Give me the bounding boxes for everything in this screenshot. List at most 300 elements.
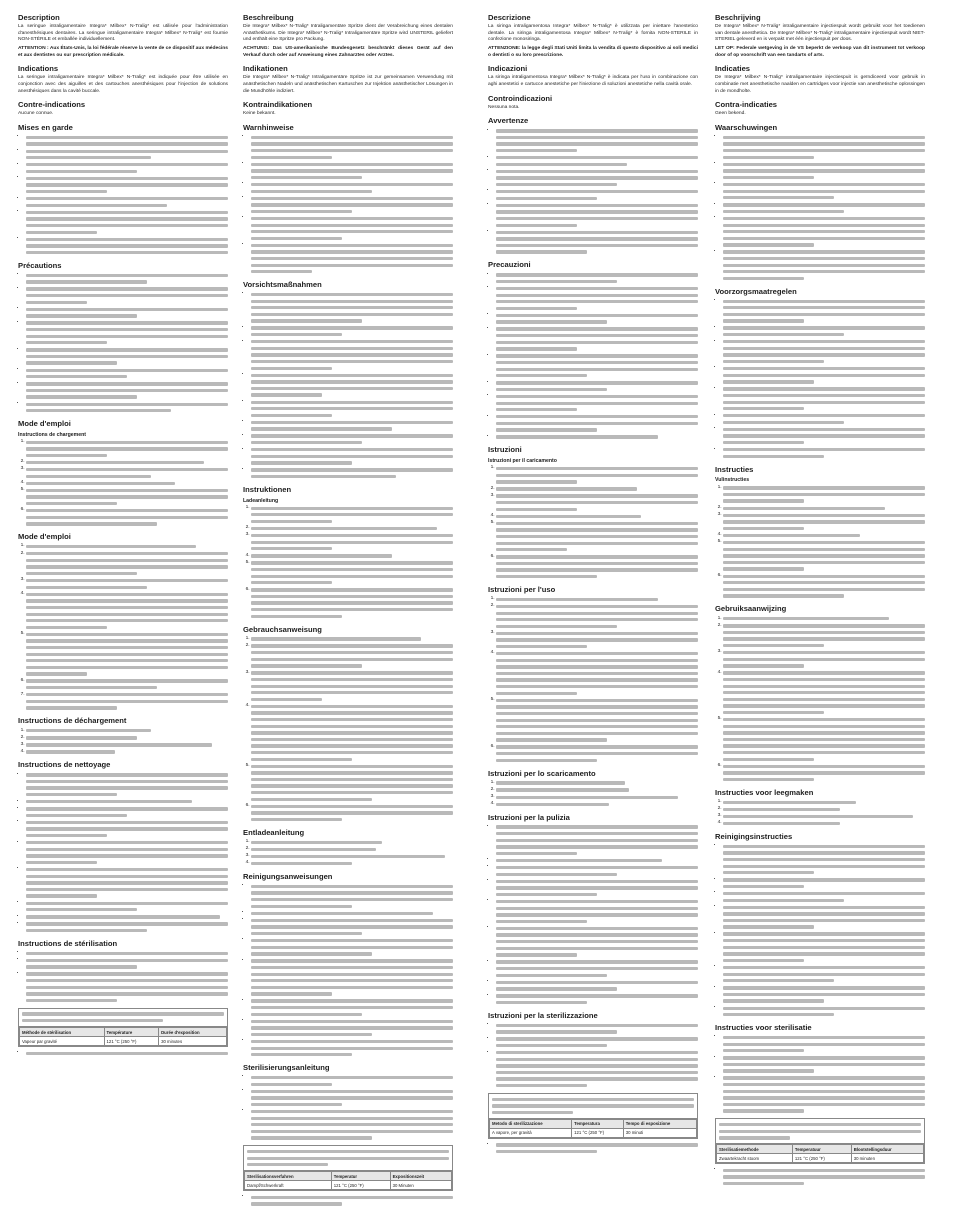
illegible-text-line <box>251 269 453 276</box>
illegible-text-line <box>496 932 698 939</box>
illegible-text-line <box>496 744 698 751</box>
illegible-text-line <box>496 373 698 380</box>
illegible-text-line <box>496 1082 698 1089</box>
illegible-text-line <box>723 134 925 141</box>
illegible-text-line <box>723 345 925 352</box>
illegible-text-bar <box>723 851 925 854</box>
illegible-text-bar <box>496 678 698 681</box>
illegible-text-bar <box>26 780 228 783</box>
illegible-text-line <box>26 664 228 671</box>
illegible-text-bar <box>496 480 577 483</box>
illegible-text-line <box>26 521 228 528</box>
numbered-list <box>488 780 698 808</box>
illegible-text-bar <box>492 1111 573 1114</box>
list-item <box>251 763 453 803</box>
illegible-text-bar <box>26 509 228 512</box>
illegible-text-bar <box>496 685 698 688</box>
illegible-text-line <box>26 778 228 785</box>
list-item <box>26 921 228 934</box>
illegible-text-bar <box>496 327 698 330</box>
illegible-text-bar <box>251 434 453 437</box>
illegible-text-line <box>26 466 228 473</box>
illegible-text-bar <box>723 624 925 627</box>
illegible-text-line <box>26 705 228 712</box>
illegible-text-line <box>251 710 453 717</box>
illegible-text-bar <box>26 516 228 519</box>
table-header-row <box>490 1119 697 1128</box>
illegible-text-bar <box>26 382 228 385</box>
illegible-text-line <box>251 460 453 467</box>
illegible-text-bar <box>723 845 925 848</box>
illegible-text-bar <box>492 1098 694 1101</box>
section-heading: Indikationen <box>243 64 288 74</box>
illegible-text-bar <box>247 1150 449 1153</box>
illegible-text-line <box>251 147 453 154</box>
illegible-text-bar <box>723 744 925 747</box>
list-item <box>723 649 925 669</box>
illegible-text-line <box>26 196 228 203</box>
illegible-text-line <box>26 900 228 907</box>
illegible-text-line <box>496 979 698 986</box>
illegible-text-line <box>251 924 453 931</box>
illegible-text-bar <box>496 920 587 923</box>
illegible-text-line <box>26 408 228 415</box>
bullet-list <box>243 134 453 275</box>
illegible-text-line <box>723 532 925 539</box>
illegible-text-bar <box>251 1096 453 1099</box>
illegible-text-line <box>496 857 698 864</box>
illegible-text-bar <box>26 841 228 844</box>
sterilization-table-box <box>18 1008 228 1047</box>
illegible-text-line <box>251 1025 453 1032</box>
illegible-text-line <box>723 406 925 413</box>
illegible-text-line <box>496 249 698 256</box>
illegible-text-bar <box>251 441 362 444</box>
illegible-text-bar <box>723 718 925 721</box>
list-item <box>251 291 453 324</box>
illegible-text-line <box>251 168 453 175</box>
illegible-text-bar <box>496 1058 698 1061</box>
illegible-text-bar <box>251 237 342 240</box>
illegible-text-line <box>723 325 925 332</box>
illegible-text-line <box>723 413 925 420</box>
illegible-text-bar <box>496 231 698 234</box>
illegible-text-line <box>496 506 698 513</box>
illegible-text-bar <box>251 142 453 145</box>
illegible-text-line <box>26 840 228 847</box>
table-cell: Dampf/Schwerkraft <box>245 1181 332 1190</box>
sterilization-table <box>244 1171 452 1190</box>
illegible-text-line <box>496 339 698 346</box>
illegible-text-bar <box>723 999 824 1002</box>
illegible-text-line <box>723 883 925 890</box>
illegible-text-bar <box>496 598 658 601</box>
illegible-text-line <box>251 255 453 262</box>
list-item <box>496 1142 698 1155</box>
illegible-text-bar <box>496 725 698 728</box>
illegible-text-line <box>723 917 925 924</box>
paragraph: Keine bekannt. <box>243 111 276 117</box>
illegible-text-line <box>251 600 453 607</box>
illegible-text-bar <box>251 744 453 747</box>
list-item <box>496 513 698 520</box>
list-item <box>251 215 453 241</box>
illegible-text-bar <box>26 475 151 478</box>
illegible-text-line <box>723 629 925 636</box>
illegible-text-bar <box>496 960 698 963</box>
illegible-text-line <box>496 603 698 610</box>
illegible-text-bar <box>251 313 453 316</box>
list-item <box>26 742 228 749</box>
illegible-text-bar <box>26 929 147 932</box>
illegible-text-line <box>496 1056 698 1063</box>
illegible-text-bar <box>26 613 228 616</box>
illegible-text-line <box>496 547 698 554</box>
illegible-text-line <box>26 866 228 873</box>
list-item <box>496 697 698 743</box>
illegible-text-line <box>251 358 453 365</box>
list-item <box>26 749 228 756</box>
illegible-text-bar <box>719 1130 921 1133</box>
bullet-list <box>18 772 228 934</box>
list-item <box>496 520 698 553</box>
table-row <box>20 1037 227 1046</box>
illegible-text-bar <box>723 731 925 734</box>
illegible-text-line <box>251 518 453 525</box>
illegible-text-bar <box>251 691 453 694</box>
list-item <box>496 878 698 898</box>
bullet-list <box>715 134 925 282</box>
illegible-text-bar <box>496 307 577 310</box>
list-item <box>251 195 453 215</box>
illegible-text-line <box>723 485 925 492</box>
illegible-text-line <box>26 452 228 459</box>
illegible-text-line <box>251 426 453 433</box>
illegible-text-bar <box>723 678 925 681</box>
illegible-text-line <box>251 1201 453 1207</box>
illegible-text-line <box>496 993 698 1000</box>
illegible-text-bar <box>26 163 228 166</box>
list-item <box>251 467 453 480</box>
illegible-text-bar <box>251 427 392 430</box>
illegible-text-line <box>496 664 698 671</box>
illegible-text-line <box>26 812 228 819</box>
bullet-list <box>488 1142 698 1155</box>
illegible-text-line <box>723 392 925 399</box>
illegible-text-bar <box>723 217 925 220</box>
illegible-text-bar <box>251 203 453 206</box>
illegible-text-bar <box>251 855 445 858</box>
illegible-text-bar <box>723 520 925 523</box>
illegible-text-bar <box>251 671 453 674</box>
illegible-text-line <box>26 182 228 189</box>
illegible-text-bar <box>26 211 228 214</box>
illegible-text-bar <box>723 183 925 186</box>
sterilization-note <box>244 1146 452 1171</box>
illegible-text-bar <box>496 692 577 695</box>
illegible-text-bar <box>496 314 698 317</box>
illegible-text-line <box>26 977 228 984</box>
illegible-text-bar <box>26 441 228 444</box>
illegible-text-line <box>496 952 698 959</box>
section-heading: Istruzioni per la sterilizzazione <box>488 1010 598 1020</box>
illegible-text-line <box>251 1011 453 1018</box>
illegible-text-line <box>496 407 698 414</box>
illegible-text-line <box>496 188 698 195</box>
illegible-text-bar <box>496 719 698 722</box>
illegible-text-line <box>723 856 925 863</box>
table-cell: 30 minutes <box>159 1037 227 1046</box>
illegible-text-bar <box>496 334 698 337</box>
section-heading: Contra-indicaties <box>715 100 778 110</box>
illegible-text-bar <box>496 987 617 990</box>
illegible-text-line <box>496 965 698 972</box>
illegible-text-line <box>251 816 453 823</box>
list-item <box>26 466 228 479</box>
illegible-text-line <box>723 181 925 188</box>
illegible-text-bar <box>496 170 698 173</box>
illegible-text-line <box>723 305 925 312</box>
illegible-text-bar <box>723 765 925 768</box>
list-item <box>723 931 925 964</box>
illegible-text-line <box>251 174 453 181</box>
illegible-text-bar <box>251 952 372 955</box>
illegible-text-bar <box>496 967 698 970</box>
illegible-text-bar <box>496 1150 597 1153</box>
illegible-text-bar <box>26 341 107 344</box>
illegible-text-bar <box>251 1020 453 1023</box>
illegible-text-line <box>251 1038 453 1045</box>
illegible-text-bar <box>496 974 607 977</box>
list-item <box>723 985 925 1005</box>
illegible-text-line <box>26 279 228 286</box>
illegible-text-bar <box>496 250 587 253</box>
list-item <box>496 744 698 764</box>
illegible-text-bar <box>496 1084 587 1087</box>
illegible-text-bar <box>251 932 362 935</box>
list-item <box>496 603 698 629</box>
illegible-text-line <box>496 864 698 871</box>
paragraph: De Integra* Milbex* N-Tralig* intraligamentaire injectiespuit is geïndiceerd voor gebruik in combinatie met anesthetische naalden en cartridges voor injectie van anesthetische oplossingen in de mondholte. <box>715 75 925 94</box>
illegible-text-line <box>723 985 925 992</box>
illegible-text-bar <box>723 541 925 544</box>
illegible-text-bar <box>26 965 137 968</box>
list-item <box>723 215 925 248</box>
section-heading: Mode d'emploi <box>18 419 71 429</box>
illegible-text-line <box>723 716 925 723</box>
list-item <box>251 447 453 467</box>
list-item <box>496 925 698 958</box>
illegible-text-bar <box>251 818 342 821</box>
illegible-text-bar <box>723 237 925 240</box>
section-heading: Instruktionen <box>243 485 292 495</box>
illegible-text-bar <box>496 745 698 748</box>
illegible-text-bar <box>26 280 147 283</box>
illegible-text-bar <box>251 257 453 260</box>
illegible-text-bar <box>251 250 453 253</box>
illegible-text-bar <box>496 176 698 179</box>
list-item <box>251 917 453 937</box>
illegible-text-bar <box>496 927 698 930</box>
illegible-text-line <box>496 891 698 898</box>
illegible-text-line <box>251 663 453 670</box>
illegible-text-bar <box>496 705 698 708</box>
table-cell: 30 minuten <box>851 1154 923 1163</box>
illegible-text-bar <box>723 878 925 881</box>
illegible-text-bar <box>251 685 453 688</box>
illegible-text-bar <box>251 270 312 273</box>
illegible-text-line <box>251 951 453 958</box>
illegible-text-line <box>251 1081 453 1088</box>
illegible-text-line <box>251 1045 453 1052</box>
illegible-text-bar <box>496 224 577 227</box>
illegible-text-bar <box>26 999 117 1002</box>
illegible-text-line <box>26 698 228 705</box>
illegible-text-line <box>723 566 925 573</box>
illegible-text-line <box>496 427 698 434</box>
illegible-text-bar <box>251 1006 453 1009</box>
illegible-text-line <box>251 1115 453 1122</box>
illegible-text-line <box>251 453 453 460</box>
illegible-text-line <box>723 623 925 630</box>
paragraph: De Integra* Milbex* N-Tralig* intraligamentaire injectiespuit wordt gebruikt voor het toedienen van dentale anesthetica. De Integra* Milbex* N-Tralig* intraligamentaire injectiespuit wordt NIET-STERIEL geleverd en is verpakt met één injectiespuit per doos. <box>715 24 925 43</box>
illegible-text-bar <box>251 149 453 152</box>
list-item <box>723 670 925 716</box>
list-item <box>496 1050 698 1090</box>
illegible-text-bar <box>496 555 698 558</box>
illegible-text-line <box>723 229 925 236</box>
illegible-text-line <box>496 780 698 787</box>
illegible-text-bar <box>723 952 925 955</box>
illegible-text-line <box>26 907 228 914</box>
illegible-text-bar <box>496 374 587 377</box>
table-cell: 121 °C (250 °F) <box>792 1154 851 1163</box>
illegible-text-line <box>723 372 925 379</box>
illegible-text-bar <box>251 561 453 564</box>
illegible-text-bar <box>496 381 698 384</box>
illegible-text-line <box>496 710 698 717</box>
list-item <box>26 591 228 631</box>
illegible-text-line <box>723 491 925 498</box>
illegible-text-bar <box>251 798 372 801</box>
list-item <box>251 670 453 703</box>
illegible-text-line <box>247 1148 449 1155</box>
illegible-text-line <box>251 379 453 386</box>
list-item <box>496 155 698 168</box>
illegible-text-line <box>251 560 453 567</box>
illegible-text-line <box>723 519 925 526</box>
illegible-text-line <box>251 325 453 332</box>
illegible-text-bar <box>251 959 453 962</box>
illegible-text-line <box>723 863 925 870</box>
list-item <box>723 904 925 930</box>
illegible-text-line <box>251 776 453 783</box>
table-header-cell: Durée d'exposition <box>159 1028 227 1037</box>
illegible-text-bar <box>26 142 228 145</box>
list-item <box>26 840 228 866</box>
illegible-text-line <box>496 305 698 312</box>
illegible-text-bar <box>251 1090 453 1093</box>
list-item <box>26 487 228 507</box>
illegible-text-bar <box>723 986 925 989</box>
numbered-list <box>243 636 453 823</box>
illegible-text-line <box>723 215 925 222</box>
illegible-text-bar <box>723 499 804 502</box>
illegible-text-bar <box>26 301 87 304</box>
illegible-text-bar <box>26 639 228 642</box>
illegible-text-bar <box>26 922 228 925</box>
illegible-text-line <box>26 886 228 893</box>
list-item <box>723 1075 925 1115</box>
illegible-text-line <box>723 546 925 553</box>
illegible-text-bar <box>496 142 698 145</box>
illegible-text-bar <box>251 731 453 734</box>
illegible-text-bar <box>496 825 698 828</box>
illegible-text-bar <box>26 244 228 247</box>
illegible-text-bar <box>251 979 453 982</box>
illegible-text-line <box>26 326 228 333</box>
illegible-text-bar <box>251 986 453 989</box>
illegible-text-bar <box>26 693 228 696</box>
illegible-text-line <box>247 1162 449 1169</box>
illegible-text-bar <box>723 548 925 551</box>
illegible-text-bar <box>251 805 453 808</box>
illegible-text-bar <box>26 952 228 955</box>
illegible-text-bar <box>723 925 814 928</box>
illegible-text-line <box>723 161 925 168</box>
illegible-text-line <box>496 319 698 326</box>
list-item <box>251 636 453 643</box>
table-header-cell: Temperatur <box>331 1172 390 1181</box>
illegible-text-line <box>251 580 453 587</box>
illegible-text-bar <box>251 1136 372 1139</box>
illegible-text-line <box>496 181 698 188</box>
illegible-text-line <box>723 242 925 249</box>
illegible-text-bar <box>496 341 698 344</box>
illegible-text-bar <box>723 210 844 213</box>
illegible-text-bar <box>251 588 453 591</box>
list-item <box>251 505 453 525</box>
illegible-text-bar <box>26 888 228 891</box>
illegible-text-line <box>496 972 698 979</box>
illegible-text-bar <box>496 183 617 186</box>
illegible-text-line <box>496 794 698 801</box>
illegible-text-bar <box>251 784 453 787</box>
illegible-text-bar <box>496 402 698 405</box>
illegible-text-line <box>251 917 453 924</box>
illegible-text-line <box>496 837 698 844</box>
table-header-cell: Sterilisatiemethode <box>717 1145 793 1154</box>
illegible-text-bar <box>723 858 925 861</box>
illegible-text-bar <box>251 224 453 227</box>
section-heading: Sterilisierungsanleitung <box>243 1063 330 1073</box>
illegible-text-bar <box>723 711 824 714</box>
illegible-text-line <box>251 1052 453 1059</box>
illegible-text-line <box>723 1005 925 1012</box>
illegible-text-line <box>496 657 698 664</box>
illegible-text-line <box>723 763 925 770</box>
illegible-text-line <box>496 242 698 249</box>
illegible-text-line <box>496 222 698 229</box>
illegible-text-line <box>26 893 228 900</box>
illegible-text-line <box>251 613 453 620</box>
illegible-text-bar <box>251 319 362 322</box>
illegible-text-bar <box>251 244 453 247</box>
illegible-text-bar <box>723 1175 925 1178</box>
illegible-text-line <box>26 148 228 155</box>
list-item <box>251 161 453 181</box>
illegible-text-bar <box>251 547 332 550</box>
